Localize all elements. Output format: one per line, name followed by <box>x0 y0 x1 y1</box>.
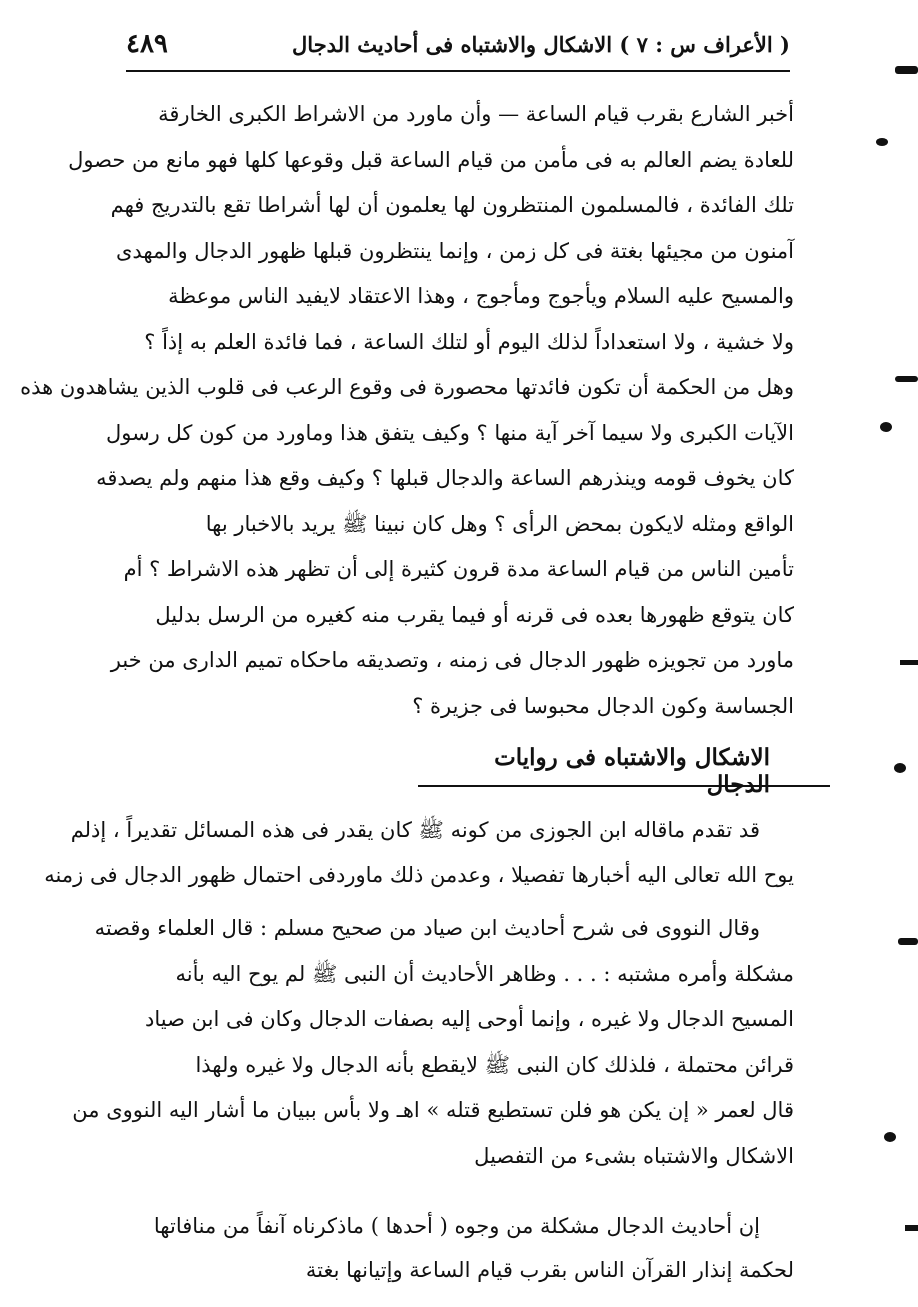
paragraph-3 <box>72 906 794 1179</box>
text-line: لحكمة إنذار القرآن الناس بقرب قيام الساعة وإتيانها بغتة <box>305 1258 794 1282</box>
section-heading: الاشكال والاشتباه فى روايات الدجال <box>494 744 770 798</box>
scan-mark <box>895 376 918 382</box>
text-line: تلك الفائدة ، فالمسلمون المنتظرون لها يعلمون أن لها أشراطا تقع بالتدريج فهم <box>110 193 794 217</box>
text-line: الواقع ومثله لايكون بمحض الرأى ؟ وهل كان نبينا ﷺ يريد بالاخبار بها <box>205 511 794 536</box>
text-line: إن أحاديث الدجال مشكلة من وجوه ( أحدها ) ماذكرناه آنفاً من منافاتها <box>153 1214 760 1238</box>
text-line: قرائن محتملة ، فلذلك كان النبى ﷺ لايقطع بأنه الدجال ولا غيره ولهذا <box>195 1052 794 1077</box>
text-line: المسيح الدجال ولا غيره ، وإنما أوحى إليه بصفات الدجال وكان فى ابن صياد <box>145 1007 794 1031</box>
scan-mark <box>900 660 918 665</box>
text-line: ماورد من تجويزه ظهور الدجال فى زمنه ، وتصديقه ماحكاه تميم الدارى من خبر <box>110 648 794 672</box>
page-number: ٤٨٩ <box>126 29 168 59</box>
text-line: ولا خشية ، ولا استعداداً لذلك اليوم أو لتلك الساعة ، فما فائدة العلم به إذاً ؟ <box>144 329 794 354</box>
text-line: يوح الله تعالى اليه أخبارها تفصيلا ، وعدمن ذلك ماوردفى احتمال ظهور الدجال فى زمنه <box>44 863 794 887</box>
text-line: للعادة يضم العالم به فى مأمن من قيام الساعة قبل وقوعها كلها فهو مانع من حصول <box>68 147 794 172</box>
text-line: آمنون من مجيئها بغتة فى كل زمن ، وإنما ينتظرون قبلها ظهور الدجال والمهدى <box>115 238 794 263</box>
scan-mark <box>880 422 892 432</box>
text-line: الآيات الكبرى ولا سيما آخر آية منها ؟ وكيف يتفق هذا وماورد من كون كل رسول <box>105 420 794 445</box>
text-line: قد تقدم ماقاله ابن الجوزى من كونه ﷺ كان يقدر فى هذه المسائل تقديراً ، إذلم <box>70 818 760 842</box>
text-line: كان يتوقع ظهورها بعده فى قرنه أو فيما يقرب منه كغيره من الرسل بدليل <box>155 602 794 627</box>
text-line: أخبر الشارع بقرب قيام الساعة — وأن ماورد من الاشراط الكبرى الخارقة <box>158 102 794 126</box>
scan-mark <box>884 1132 896 1142</box>
paragraph-4 <box>118 1204 794 1292</box>
text-line: وهل من الحكمة أن تكون فائدتها محصورة فى وقوع الرعب فى قلوب الذين يشاهدون هذه <box>20 375 794 399</box>
scan-mark <box>895 66 918 74</box>
text-line: قال لعمر « إن يكن هو فلن تستطيع قتله » اهـ ولا بأس ببيان ما أشار اليه النووى من <box>72 1098 794 1122</box>
text-line: كان يخوف قومه وينذرهم الساعة والدجال قبلها ؟ وكيف وقع هذا منهم ولم يصدقه <box>96 466 794 490</box>
scan-mark <box>905 1225 918 1231</box>
scan-mark <box>876 138 888 146</box>
section-rule <box>418 785 830 787</box>
header-title: ( الأعراف س : ٧ ) الاشكال والاشتباه فى أحاديث الدجال <box>292 31 790 57</box>
text-line: وقال النووى فى شرح أحاديث ابن صياد من صحيح مسلم : قال العلماء وقصته <box>94 916 760 940</box>
text-line: الاشكال والاشتباه بشىء من التفصيل <box>474 1143 794 1168</box>
paragraph-1 <box>20 92 794 729</box>
text-line: مشكلة وأمره مشتبه : . . . وظاهر الأحاديث أن النبى ﷺ لم يوح اليه بأنه <box>175 961 794 986</box>
paragraph-2 <box>44 808 794 898</box>
header-rule <box>126 70 790 72</box>
text-line: الجساسة وكون الدجال محبوسا فى جزيرة ؟ <box>412 693 794 718</box>
running-header <box>126 22 790 66</box>
scan-mark <box>898 938 918 945</box>
text-line: والمسيح عليه السلام ويأجوج ومأجوج ، وهذا الاعتقاد لايفيد الناس موعظة <box>168 284 794 308</box>
text-line: تأمين الناس من قيام الساعة مدة قرون كثيرة إلى أن تظهر هذه الاشراط ؟ أم <box>123 557 794 581</box>
scan-mark <box>894 763 906 773</box>
